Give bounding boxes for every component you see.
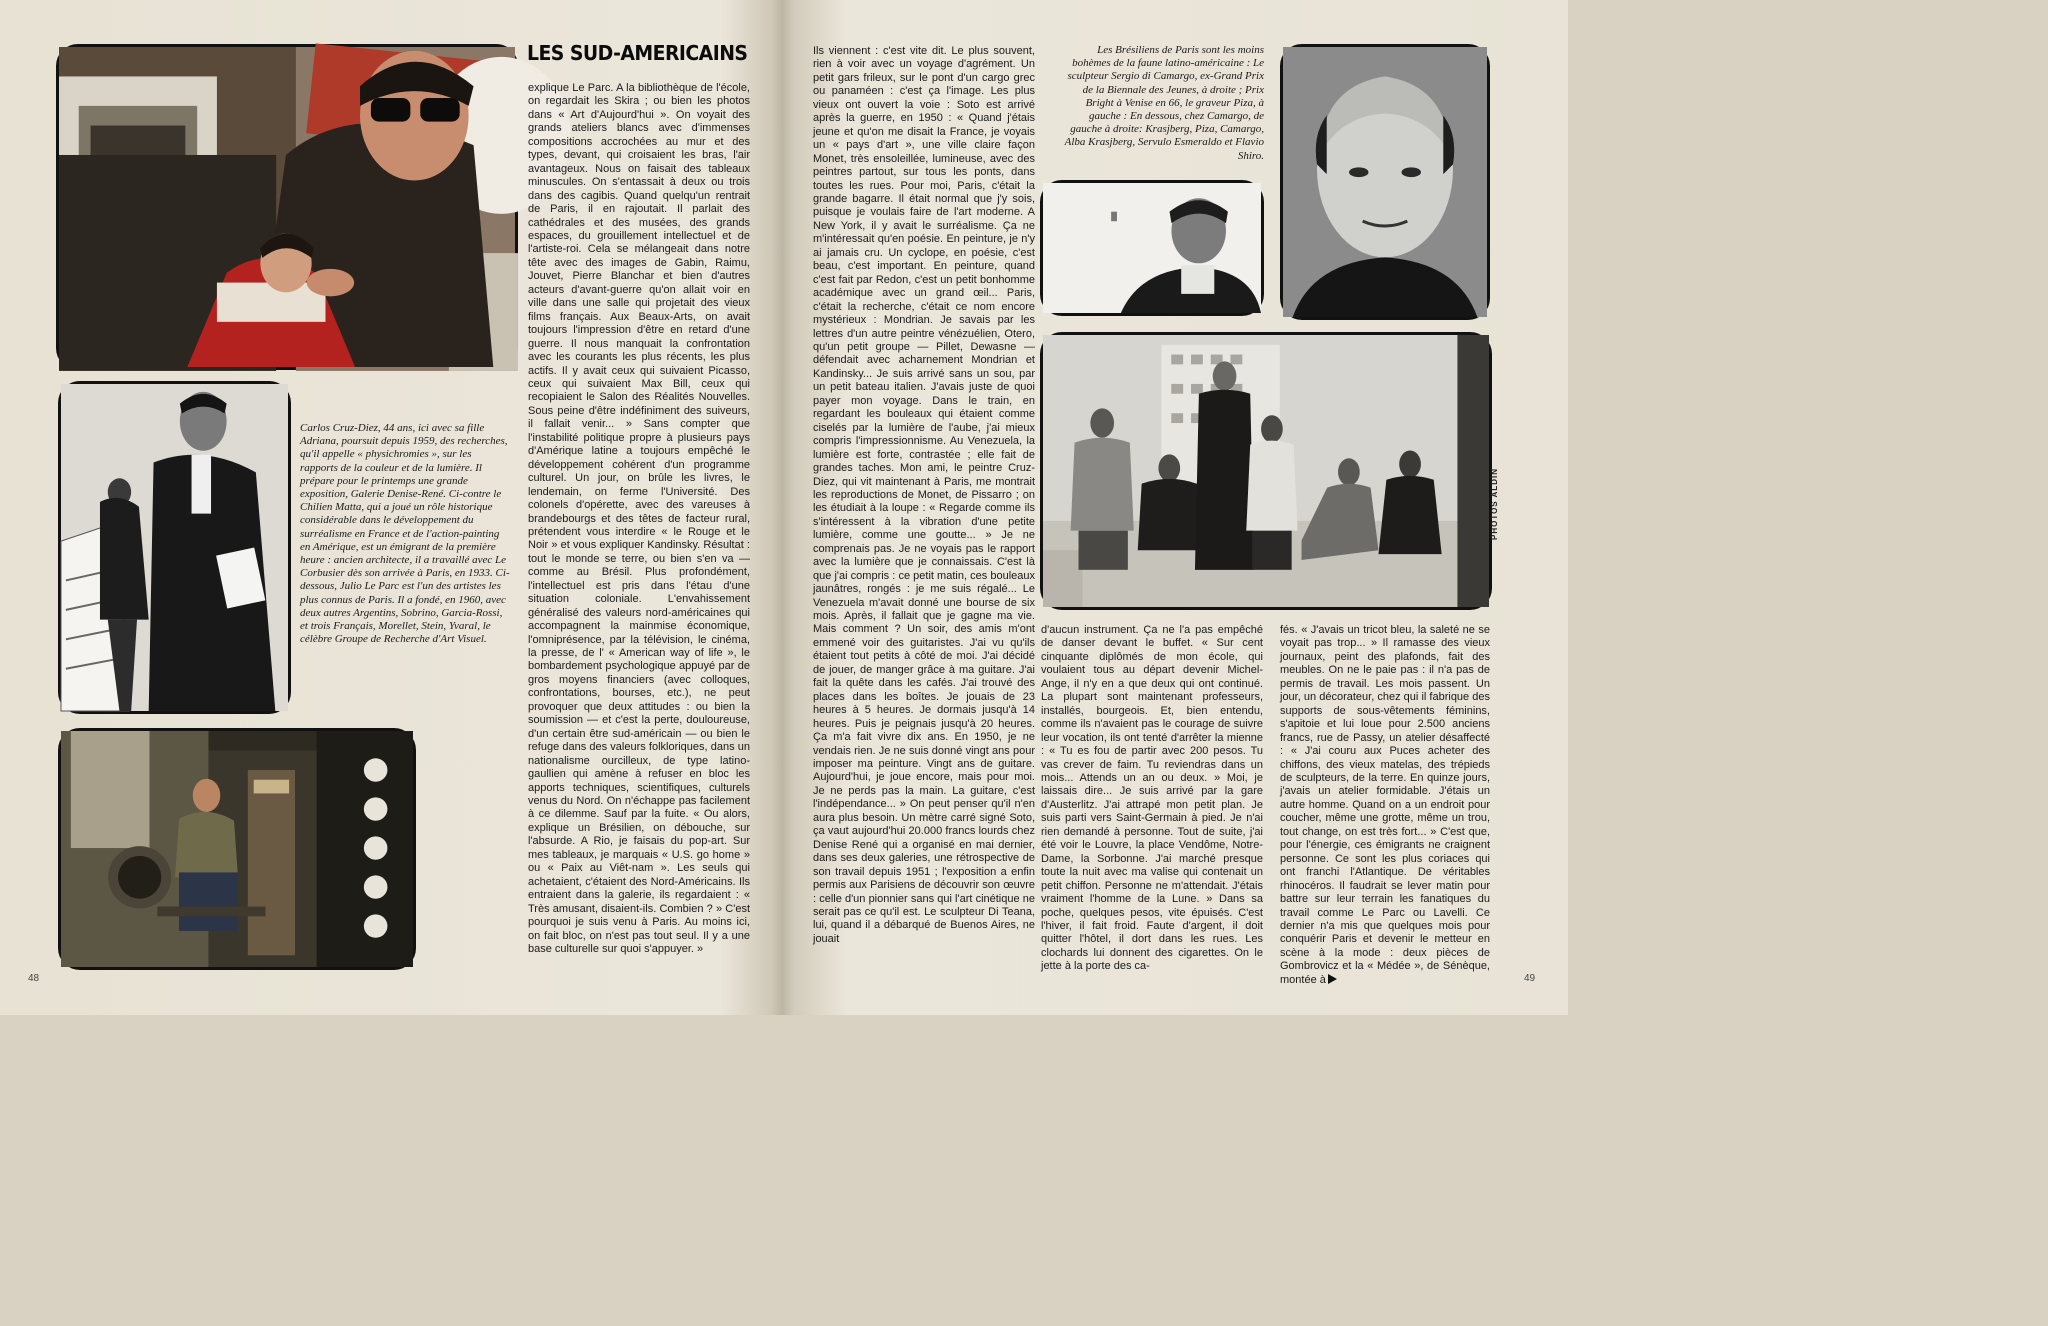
photo-piza (1040, 180, 1264, 316)
text-column-4 (1280, 624, 1490, 986)
photo-le-parc (58, 728, 416, 970)
page-number-left: 48 (28, 973, 40, 984)
caption-left-photos (300, 422, 510, 712)
article-headline: LES SUD-AMERICAINS (527, 41, 748, 65)
photo-credit: PHOTOS ALDIN (1490, 467, 1499, 540)
column-1-text: explique Le Parc. A la bibliothèque de l'école, on regardait les Skira ; ou bien les photos dans « Art d'Aujourd'hui ». On voyait des grands ateliers blancs avec d'immenses compositions accrochées au mur et des types, devant, qui croisaient les bras, l'air avantageux. Nous on faisait des tableaux minuscules. On s'entassait à deux ou trois dans des cagibis. Quand quelqu'un rentrait de Paris, il en rajoutait. Il parlait des cathédrales et des musées, des grands espaces, du grouillement intellectuel et de l'artiste-roi. Cela se mélangeait dans notre tête avec des images de Gabin, Raimu, Jouvet, Pierre Blanchar et bien d'autres acteurs d'avant-guerre qu'on allait voir en ville dans une salle qui projetait des vieux films français. Aux Beaux-Arts, on avait toujours l'impression d'être en retard d'une guerre. Il nous manquait la confrontation avec les courants les plus récents, les plus actifs. Il y avait ceux qui suivaient Picasso, ceux qui suivaient Max Bill, ceux qui recopiaient le Salon des Réalités Nouvelles. Sous peine d'être indéfiniment des suiveurs, il fallait venir... » Sans compter que l'instabilité politique propre à plusieurs pays d'Amérique latine a toujours empêché le développement cohérent d'un programme culturel. Un jour, on brûle les livres, le lendemain, on ferme l'Université. Des colonels d'opérette, avec des vareuses à brandebourgs et des têtes de facteur rural, prétendent vous interdire « le Rouge et le Noir » et vous expliquer Kandinsky. Résultat : tout le monde se terre, ou bien s'en va — comme au Brésil. Plus profondément, l'intellectuel est pris dans l'étau d'une situation coloniale. L'envahissement généralisé des valeurs nord-américaines qui accompagnent la mainmise économique, l'omniprésence, par la télévision, le cinéma, la presse, de l' « American way of life », le bombardement psychologique appuyé par de gros moyens financiers (avec colloques, confrontations, bourses, etc.), ne peut provoquer que deux attitudes : ou bien la soumission — et c'est la perte, douloureuse, d'un certain être sud-américain — ou bien le refuge dans des valeurs folkloriques, dans un nationalisme ourcilleux, de type latino-gaullien qui amène à refuser en bloc les apports techniques, scientifiques, culturels venus du Nord. On n'échappe pas facilement à ce dilemme. Sauf par la fuite. « Ou alors, explique un Brésilien, on débouche, sur l'absurde. A Rio, je faisais du pop-art. Sur mes tableaux, je marquais « U.S. go home » ou « Paix au Viêt-nam ». Les seuls qui achetaient, c'étaient des Nord-Américains. Ils entraient dans la galerie, ils regardaient : « Très amusant, disaient-ils. Combien ? » C'est pourquoi je suis venu à Paris. Au moins ici, on fait bloc, on n'est pas tout seul. Il y a une base culturelle sur quoi s'appuyer. » (528, 82, 750, 955)
column-4-text: fés. « J'avais un tricot bleu, la saleté ne se voyait pas trop... » Il ramasse des vieux journaux, peint des plafonds, fait des meubles. On ne le paie pas : il n'a pas de permis de travail. Les mois passent. Un jour, un décorateur, chez qui il fabrique des supports de sous-vêtements féminins, s'apitoie et lui loue pour 2.500 anciens francs, rue de Passy, un atelier désaffecté : « J'ai couru aux Puces acheter des chiffons, des vieux matelas, des trépieds de sculpteurs, de la terre. En quinze jours, j'avais un atelier formidable. J'étais un autre homme. Quand on a un endroit pour coucher, même une grotte, même un trou, tout change, on est très fort... » C'est que, pour l'énergie, ces émigrants ne craignent personne. Ce sont les plus coriaces qui ont franchi l'Atlantique. De véritables rhinocéros. Il faudrait se lever matin pour battre sur leur terrain les fanatiques du travail comme Le Parc ou Lavelli. Ce dernier n'a mis que quelques mois pour conquérir Paris et devenir le metteur en scène à la mode : deux pièces de Gombrovicz et la « Médée », de Sénèque, montée à (1280, 624, 1490, 986)
text-column-1 (528, 82, 750, 974)
page-number-right: 49 (1524, 973, 1536, 984)
text-column-3 (1041, 624, 1263, 976)
column-2-text: Ils viennent : c'est vite dit. Le plus souvent, rien à voir avec un voyage d'agrément. Un petit gars frileux, sur le pont d'un cargo grec ou panaméen : c'est ça l'image. Les plus vieux ont ouvert la voie : Soto est arrivé après la guerre, en 1950 : « Quand j'étais jeune et qu'on me disait la France, je voyais un « pays d'art », une ville claire façon Monet, très ensoleillée, lumineuse, avec des peintres partout, sur tous les ponts, dans toutes les rues. Pour moi, Paris, c'était la grande bagarre. Il était normal que j'y sois, puisque je voulais faire de l'art moderne. A New York, il y avait le surréalisme. Ça ne m'intéressait qu'en poésie. En peinture, je n'y ai jamais cru. Un cyclope, en poésie, c'est beau, c'est important. En peinture, quand c'est fait par Redon, c'est un petit bonhomme académique avec un grand œil... Paris, c'était la recherche, c'était ce nom encore mystérieux : Mondrian. Je savais par les lettres d'un autre peintre vénézuélien, Otero, qu'un petit groupe — Pillet, Dewasne — défendait avec acharnement Mondrian et Kandinsky... Je suis arrivé sans un sou, par un petit bateau italien. J'avais juste de quoi payer mon voyage. Dans le train, en regardant les bouleaux qui étaient comme ciselés par la lumière de l'aube, j'ai mieux compris l'impressionnisme. Au Venezuela, la lumière est forte, contrastée ; elle fait de grandes taches. Mon ami, le peintre Cruz-Diez, qui vit maintenant à Paris, me montrait les reproductions de Monet, de Pissarro ; on les étudiait à la loupe : « Regarde comme ils s'intéressent à la vibration d'une petite lumière, comme une goutte... » Je ne comprenais pas. Je ne voyais pas le rapport avec la lumière que je connaissais. C'est là que j'ai compris : ce petit matin, ces bouleaux jaunâtres, rongés : je me suis régalé... Le Venezuela m'avait donné une bourse de six mois. Après, il fallait que je gagne ma vie. Mais comment ? Un soir, des amis m'ont emmené voir des guitaristes. J'ai vu qu'ils étaient tout petits à côté de moi. J'ai décidé de jouer, de manger grâce à ma guitare. J'ai fait la quête dans les cafés. J'ai trouvé des places dans les boîtes. Je jouais de 23 heures à 5 heures. Je dormais jusqu'à 14 heures. Puis je peignais jusqu'à 20 heures. Ça m'a fait vivre dix ans. En 1950, je ne vendais rien. Je ne suis donné vingt ans pour imposer ma peinture. Vingt ans de guitare. Aujourd'hui, je joue encore, mais pour moi. Je ne perds pas la main. La guitare, c'est l'indépendance... » On peut penser qu'il n'en aura plus besoin. Un mètre carré signé Soto, ça vaut aujourd'hui 20.000 francs lourds chez Denise René qui a organisé en mai dernier, dans ses deux galeries, une rétrospective de son travail depuis 1951 ; l'exposition a enfin permis aux Parisiens de découvrir son œuvre : celle d'un pionnier sans qui l'art cinétique ne serait pas ce qu'il est. Le sculpteur Di Teana, lui, quand il a débarqué de Buenos Aires, ne jouait (813, 45, 1035, 945)
photo-group-chez-camargo (1040, 332, 1492, 610)
caption-left-text: Carlos Cruz-Diez, 44 ans, ici avec sa fille Adriana, poursuit depuis 1959, des recherches, qu'il appelle « physichromies », sur les rapports de la couleur et de la lumière. Il prépare pour le printemps une grande exposition, Galerie Denise-René. Ci-contre le Chilien Matta, qui a joué un rôle historique considérable dans le développement du surréalisme en France et de l'action-painting en Amérique, est un émigrant de la première heure : ancien architecte, il a travaillé avec Le Corbusier dès son arrivée à Paris, en 1933. Ci-dessous, Julio Le Parc est l'un des artistes les plus connus de Paris. Il a fondé, en 1960, avec deux autres Argentins, Sobrino, Garcia-Rossi, et trois Français, Morellet, Stein, Yvaral, le célèbre Groupe de Recherche d'Art Visuel. (300, 422, 510, 646)
caption-right-photos (1062, 44, 1264, 180)
photo-camargo (1280, 44, 1490, 320)
text-column-2 (813, 45, 1035, 977)
continued-arrow-icon (1328, 974, 1337, 984)
column-3-text: d'aucun instrument. Ça ne l'a pas empêché de danser devant le buffet. « Sur cent cinquante diplômés de mon école, qui voulaient tous au départ devenir Michel-Ange, il n'y en a que deux qui ont continué. La plupart sont maintenant professeurs, installés, bourgeois. Et, bien entendu, comme ils n'avaient pas le courage de suivre leur vocation, ils ont tenté d'arrêter la mienne : « Tu es fou de partir avec 200 pesos. Tu vas crever de faim. Tu reviendras dans un mois... Attends un an ou deux. » Moi, je laissais dire... Je suis arrivé par la gare d'Austerlitz. J'ai attrapé mon petit plan. Je suis parti vers Saint-Germain à pied. Je n'ai rien demandé à personne. Tout de suite, j'ai été voir le Louvre, la place Vendôme, Notre-Dame, la Sorbonne. J'ai marché presque toute la nuit avec ma valise qui contenait un petit chiffon. Personne ne m'attendait. J'étais vraiment l'homme de la Lune. » Dans sa poche, quelques pesos, vite épuisés. C'est l'hiver, il fait froid. Faute d'argent, il doit quitter l'hôtel, il dort dans les rues. Les clochards lui donnent des cigarettes. On le jette à la porte des ca- (1041, 624, 1263, 973)
photo-matta (58, 381, 291, 714)
caption-right-text: Les Brésiliens de Paris sont les moins bohèmes de la faune latino-américaine : Le sculpteur Sergio di Camargo, ex-Grand Prix de la Biennale des Jeunes, à droite ; Prix Bright à Venise en 66, le graveur Piza, à gauche : En dessous, chez Camargo, de gauche à droite: Krasjberg, Piza, Camargo, Alba Krasjberg, Servulo Esmeraldo et Flavio Shiro. (1064, 44, 1264, 162)
photo-cruz-diez-with-daughter (56, 44, 518, 370)
